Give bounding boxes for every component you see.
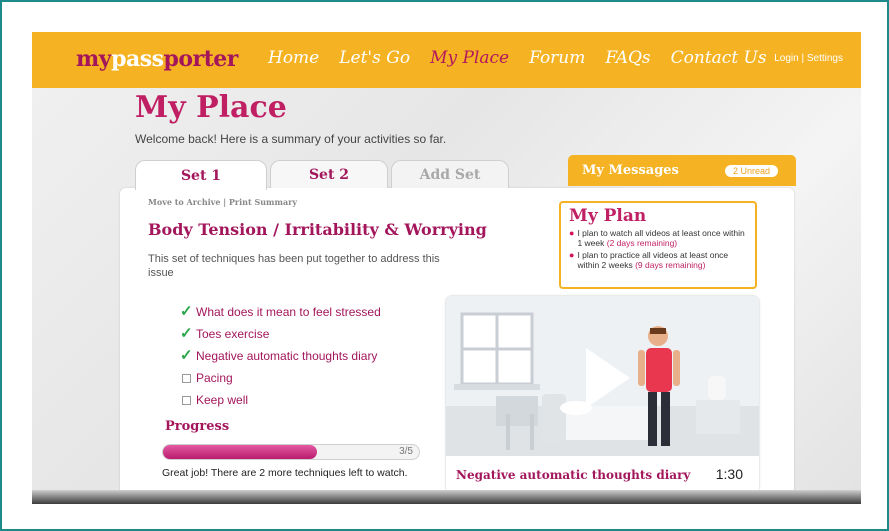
my-plan-box (559, 201, 757, 289)
bullet-icon: ● (569, 228, 575, 238)
plan-item (569, 228, 747, 248)
plan-title: My Plan (569, 206, 647, 226)
messages-label: My Messages (582, 163, 679, 178)
video-caption-bar (446, 456, 759, 493)
nav-lets-go[interactable]: Let's Go (339, 48, 411, 68)
checkmark-icon: ✓ (180, 325, 193, 342)
technique-label: Negative automatic thoughts diary (196, 349, 378, 363)
technique-label: What does it mean to feel stressed (196, 305, 381, 319)
nav-links (268, 48, 767, 68)
plan-item (569, 250, 747, 270)
video-duration: 1:30 (715, 466, 743, 482)
plan-item-text: I plan to watch all videos at least once within 1 week (2 days remaining) (577, 228, 745, 248)
logo[interactable] (76, 46, 238, 72)
logo-my: my (76, 46, 112, 72)
checkmark-icon: ✓ (180, 347, 193, 364)
nav-my-place[interactable]: My Place (430, 48, 510, 68)
tab-set-2[interactable]: Set 2 (270, 160, 388, 188)
archive-print-links[interactable]: Move to Archive | Print Summary (148, 197, 298, 207)
nav-home[interactable]: Home (268, 48, 320, 68)
set-title: Body Tension / Irritability & Worrying (148, 220, 487, 239)
plan-item-text: I plan to practice all videos at least once within 2 weeks (9 days remaining) (577, 250, 729, 270)
progress-label: Progress (165, 419, 230, 434)
tab-set-1[interactable]: Set 1 (135, 160, 267, 190)
progress-fill (163, 445, 317, 459)
browser-screen (32, 32, 861, 504)
tab-add-set[interactable]: Add Set (391, 160, 509, 188)
video-title: Negative automatic thoughts diary (456, 467, 691, 482)
logo-rest: porter (163, 46, 238, 72)
my-messages-header[interactable] (568, 155, 796, 186)
nav-contact-us[interactable]: Contact Us (670, 48, 767, 68)
login-settings-link[interactable]: Login | Settings (774, 53, 843, 64)
progress-count: 3/5 (399, 446, 413, 457)
nav-forum[interactable]: Forum (529, 48, 586, 68)
checkmark-icon: ✓ (180, 303, 193, 320)
technique-item[interactable] (180, 389, 381, 411)
unread-badge: 2 Unread (725, 165, 778, 177)
set-description: This set of techniques has been put together to address this issue (148, 253, 440, 279)
checkbox-icon (182, 396, 191, 405)
play-icon[interactable] (586, 348, 630, 408)
progress-note: Great job! There are 2 more techniques left to watch. (162, 467, 408, 479)
nav-faqs[interactable]: FAQs (605, 48, 651, 68)
technique-label: Pacing (196, 371, 233, 385)
technique-item[interactable] (180, 367, 381, 389)
technique-list (180, 301, 381, 411)
technique-label: Toes exercise (196, 327, 270, 341)
page-title: My Place (135, 90, 287, 125)
bullet-icon: ● (569, 250, 575, 260)
logo-pass: pass (111, 46, 164, 72)
technique-item[interactable] (180, 301, 381, 323)
welcome-text: Welcome back! Here is a summary of your activities so far. (135, 132, 447, 146)
top-nav (32, 32, 861, 88)
technique-label: Keep well (196, 393, 249, 407)
video-player[interactable] (446, 296, 759, 493)
technique-item[interactable] (180, 345, 381, 367)
progress-bar (162, 444, 420, 460)
technique-item[interactable] (180, 323, 381, 345)
checkbox-icon (182, 374, 191, 383)
